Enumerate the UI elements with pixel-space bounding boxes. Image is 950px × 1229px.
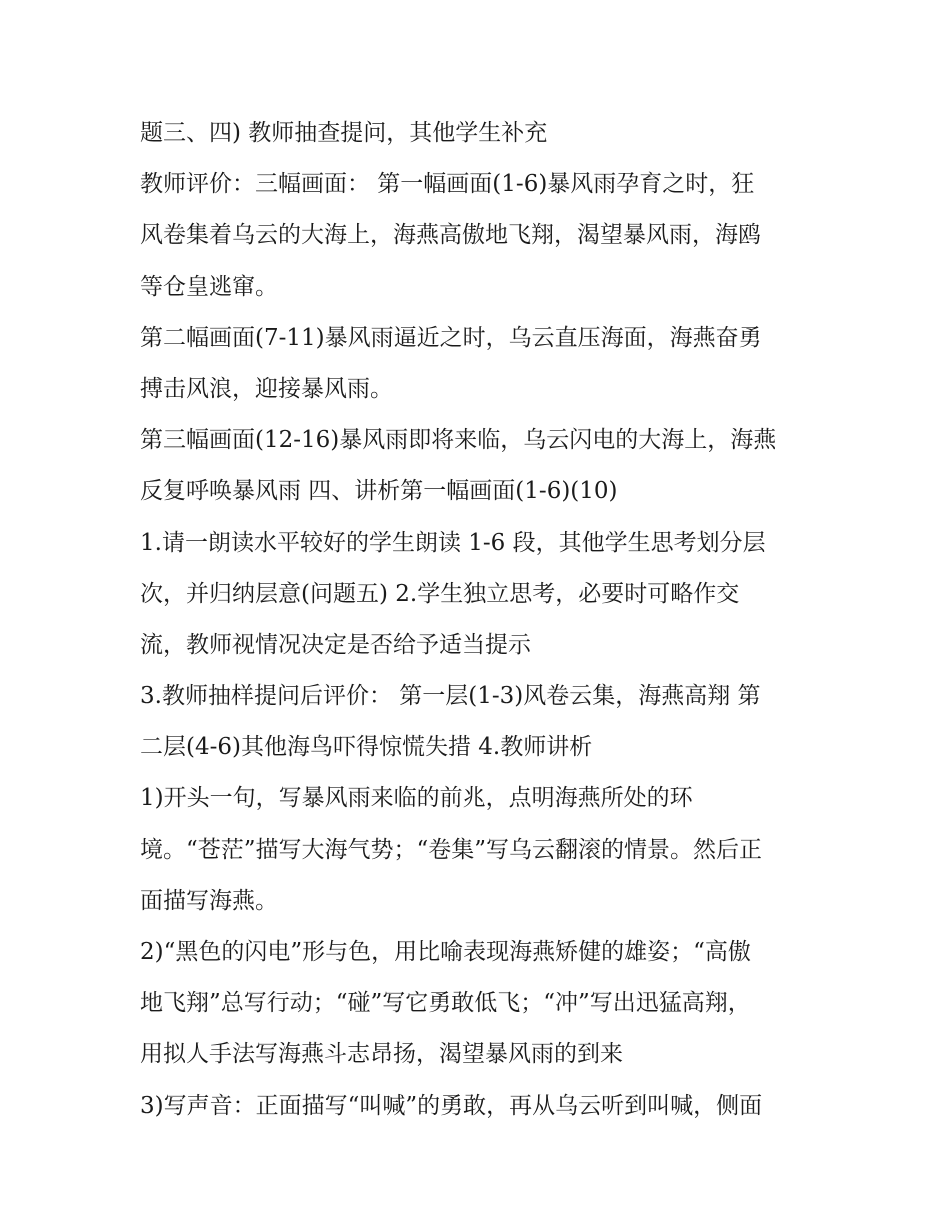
text-line-8: 反复呼唤暴风雨 四、讲析第一幅画面(1-6)(10) (140, 478, 618, 505)
text-line-3: 风卷集着乌云的大海上，海燕高傲地飞翔，渴望暴风雨，海鸥 (140, 222, 761, 249)
text-line-2: 教师评价：三幅画面： 第一幅画面(1-6)暴风雨孕育之时，狂 (140, 171, 755, 198)
text-line-18: 地飞翔”总写行动；“碰”写它勇敢低飞；“冲”写出迅猛高翔， (140, 990, 751, 1017)
text-line-15: 境。“苍茫”描写大海气势；“卷集”写乌云翻滚的情景。然后正 (140, 836, 763, 863)
text-line-12: 3.教师抽样提问后评价： 第一层(1-3)风卷云集，海燕高翔 第 (140, 683, 761, 710)
text-line-19: 用拟人手法写海燕斗志昂扬，渴望暴风雨的到来 (140, 1041, 623, 1068)
text-line-11: 流，教师视情况决定是否给予适当提示 (140, 631, 531, 658)
text-line-14: 1)开头一句，写暴风雨来临的前兆，点明海燕所处的环 (140, 785, 693, 812)
text-line-9: 1.请一朗读水平较好的学生朗读 1-6 段，其他学生思考划分层 (140, 529, 766, 556)
text-line-7: 第三幅画面(12-16)暴风雨即将来临，乌云闪电的大海上，海燕 (140, 427, 777, 454)
text-line-1: 题三、四) 教师抽查提问，其他学生补充 (140, 120, 548, 146)
text-line-5: 第二幅画面(7-11)暴风雨逼近之时，乌云直压海面，海燕奋勇 (140, 324, 762, 351)
text-line-4: 等仓皇逃窜。 (140, 273, 278, 300)
text-line-6: 搏击风浪，迎接暴风雨。 (140, 375, 393, 402)
text-line-20: 3)写声音：正面描写“叫喊”的勇敢，再从乌云听到叫喊，侧面 (140, 1092, 763, 1119)
text-line-13: 二层(4-6)其他海鸟吓得惊慌失措 4.教师讲析 (140, 734, 593, 761)
text-line-17: 2)“黑色的闪电”形与色，用比喻表现海燕矫健的雄姿；“高傲 (140, 939, 751, 965)
text-line-16: 面描写海燕。 (140, 887, 278, 914)
document-body (140, 108, 830, 1132)
text-line-10: 次，并归纳层意(问题五) 2.学生独立思考，必要时可略作交 (140, 580, 740, 607)
